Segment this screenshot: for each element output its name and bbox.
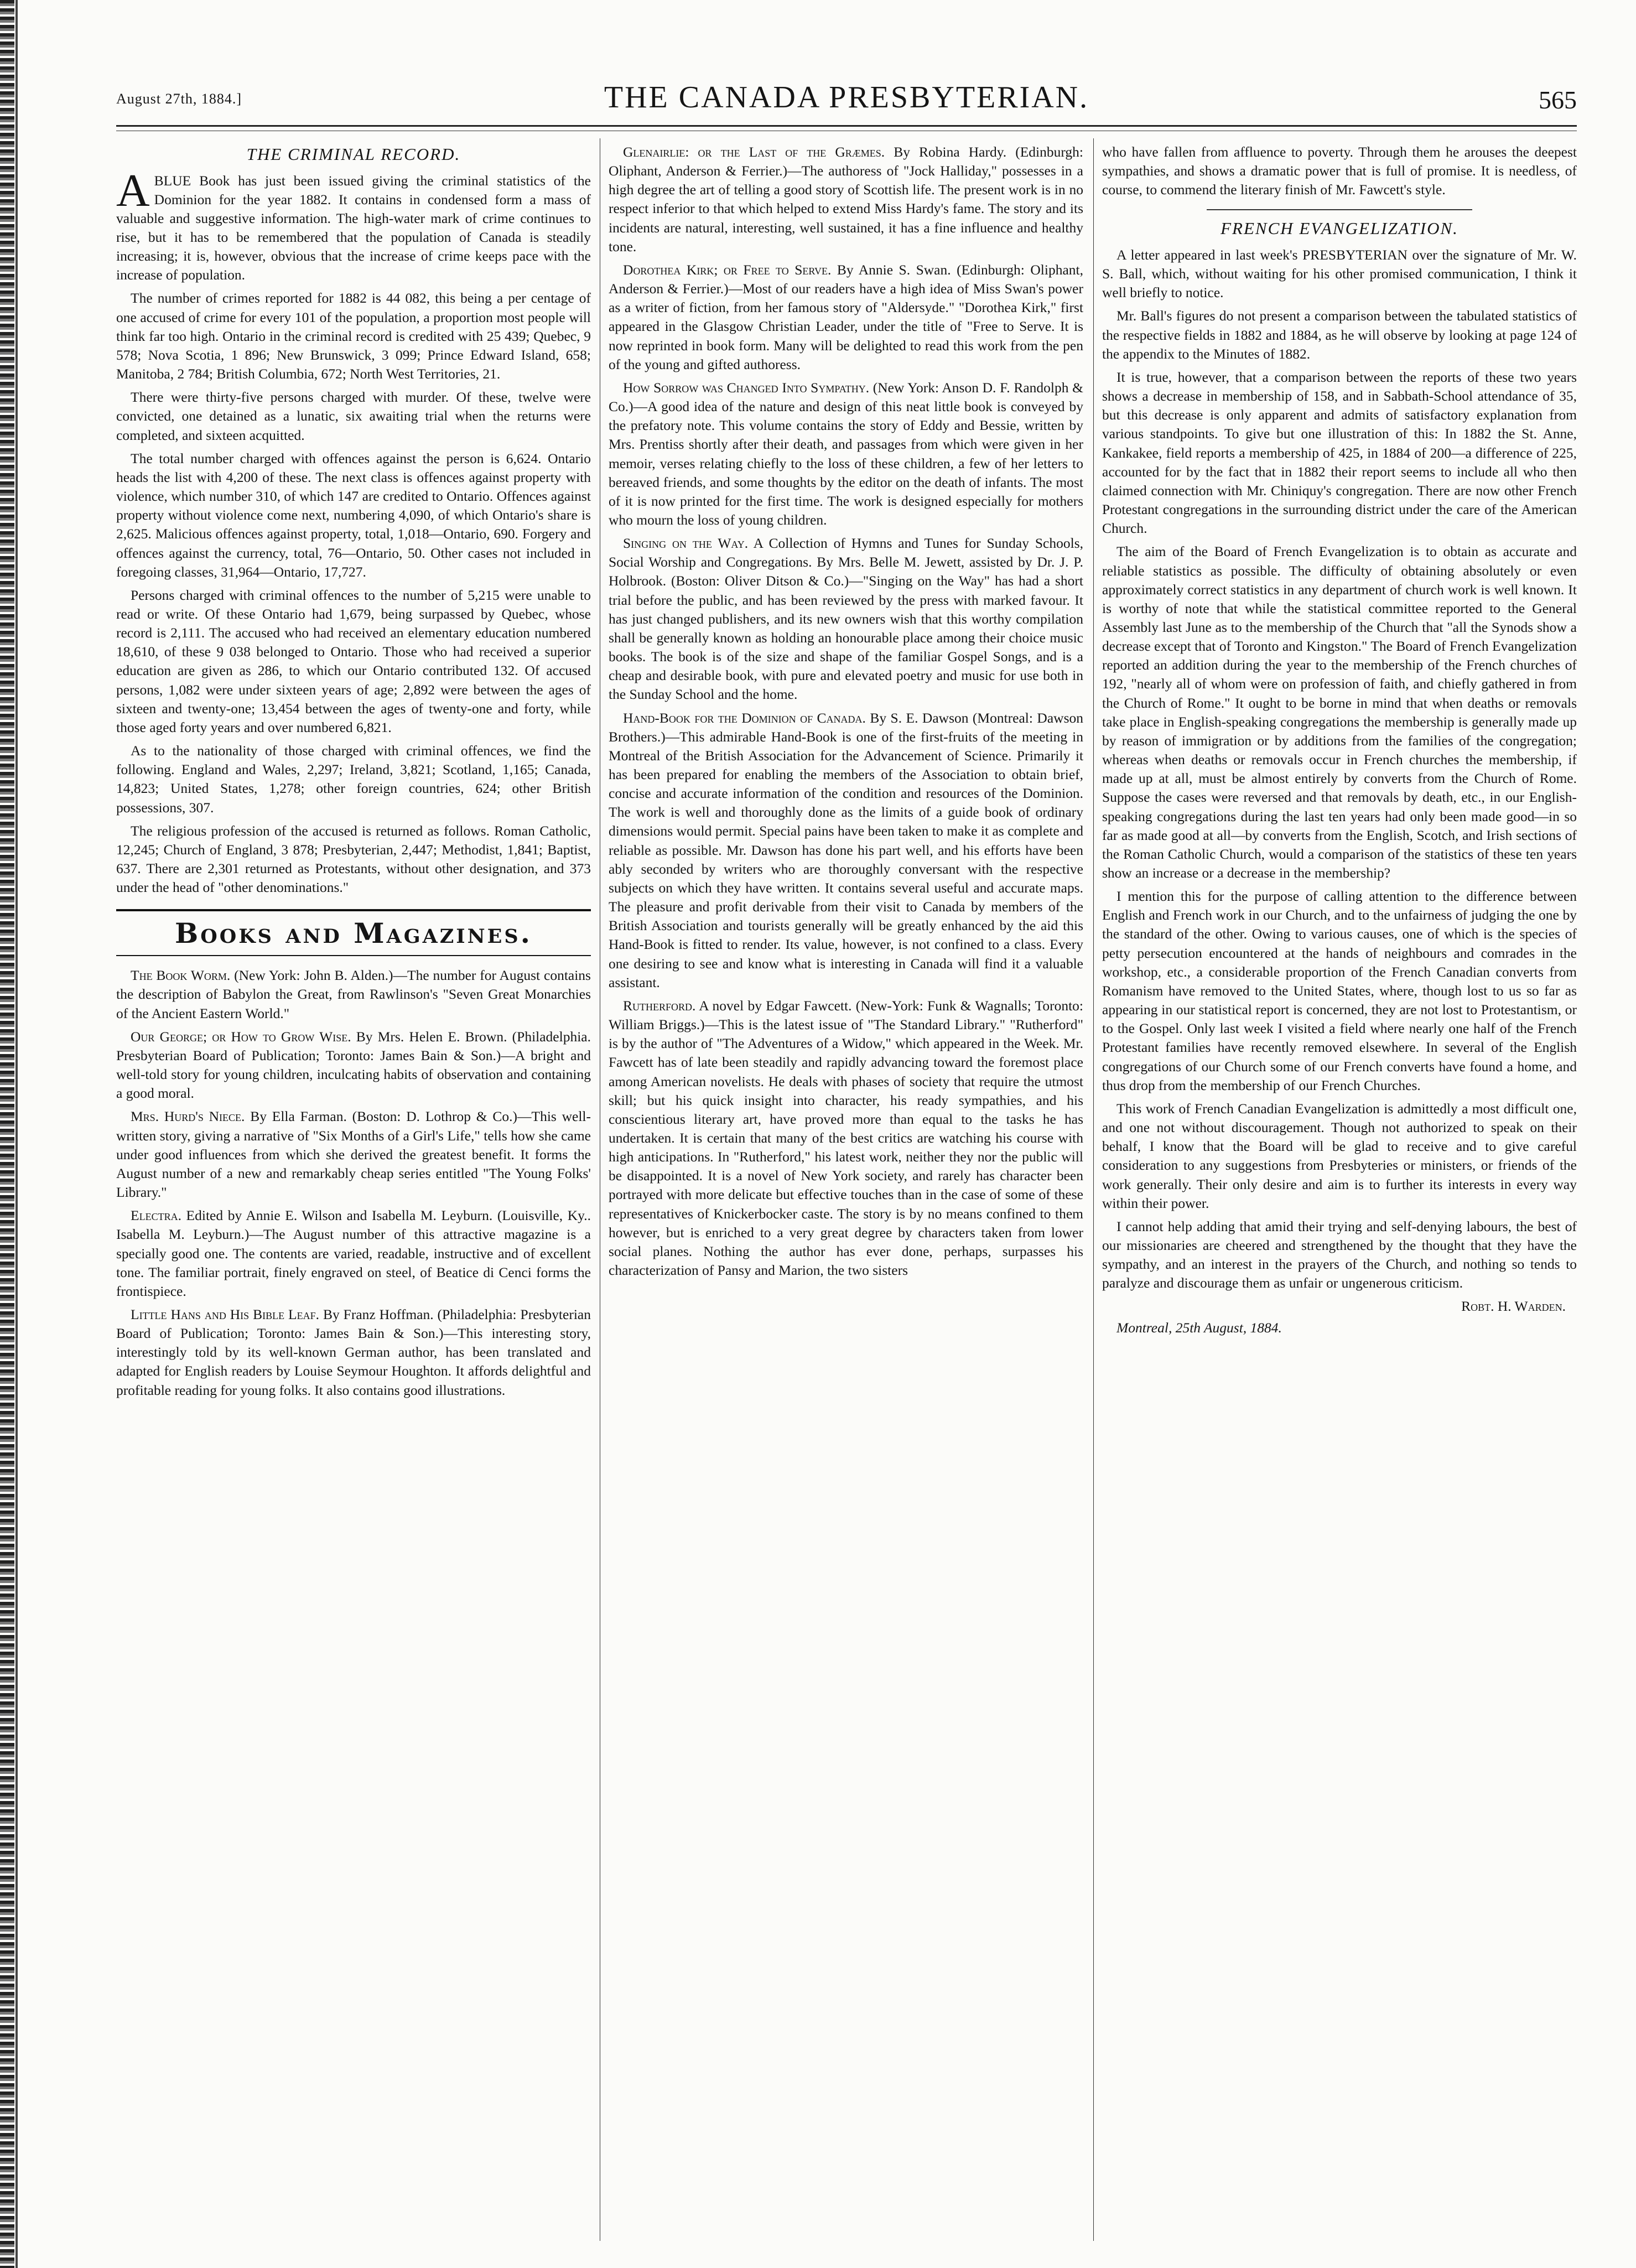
letter-paragraph: I mention this for the purpose of calling attention to the difference between English and French work in our Church, and to the unfairness of judging the one by the standard of the other. Owing to various causes, one of which is the species of petty persecution encountered at the hands of neighbours and comrades in the workshop, etc., a considerable proportion of the French Canadian converts from Romanism have removed to the United States, where, though lost to us so far as appearing in our statistical report is concerned, they are not lost to Protestantism, or to the Gospel. Only last week I visited a field where nearly one half of the French Protestant families have recently removed elsewhere. In several of the English congregations of our Church some of our French converts have found a home, and thus drop from the membership of our French Churches. bbox=[1102, 888, 1577, 1093]
letter-paragraph: This work of French Canadian Evangelization is admittedly a most difficult one, and one not without discouragement. Though not authorized to speak on their behalf, I know that the Board will be glad to receive and to give careful consideration to any suggestions from Presbyteries or ministers, or friends of the work generally. Their only desire and aim is to further its interests in every way within their power. bbox=[1102, 1100, 1577, 1211]
french-evangelization-heading: FRENCH EVANGELIZATION. bbox=[1220, 219, 1458, 238]
book-title: How Sorrow was Changed Into Sympathy. bbox=[623, 379, 870, 396]
issue-date: August 27th, 1884.] bbox=[116, 91, 242, 107]
letter-paragraph: A letter appeared in last week's PRESBYTERIAN over the signature of Mr. W. S. Ball, which, without waiting for his other promised communication, I think it well briefly to notice. bbox=[1102, 247, 1577, 301]
letter-signature: Robt. H. Warden. bbox=[1461, 1298, 1566, 1315]
book-title: Electra. bbox=[131, 1207, 181, 1224]
books-magazines-heading: Books and Magazines. bbox=[174, 917, 533, 950]
masthead-title: THE CANADA PRESBYTERIAN. bbox=[604, 80, 1089, 115]
book-title: Little Hans and His Bible Leaf. bbox=[131, 1306, 320, 1322]
book-title: Rutherford. bbox=[623, 997, 696, 1014]
book-title: Dorothea Kirk; or Free to Serve. bbox=[623, 261, 832, 278]
book-review-text: Edited by Annie E. Wilson and Isabella M. Leyburn. (Louisville, Ky.. Isabella M. Leyburn.)—The August number of this attractive magazine is a specially good one. The contents are varied, readable, instructive and of excellent tone. The familiar portrait, finely engraved on steel, of Beatice di Cenci forms the frontispiece. bbox=[116, 1207, 591, 1299]
criminal-record-paragraph: The number of crimes reported for 1882 is 44 082, this being a per centage of one accused of crime for every 101 of the population, a proportion most people will think far too high. Ontario in the criminal record is credited with 25 439; Quebec, 9 578; Nova Scotia, 1 896; New Brunswick, 3 099; Prince Edward Island, 658; Manitoba, 2 784; British Columbia, 672; North West Territories, 21. bbox=[116, 290, 591, 382]
book-review-entry bbox=[116, 1305, 591, 1400]
book-review-entry bbox=[116, 1027, 591, 1103]
book-review-text: By Mrs. Helen E. Brown. (Philadelphia. Presbyterian Board of Publication; Toronto: James Bain & Son.)—A bright and well-told story for young children, inculcating habits of observation and containing a good moral. bbox=[116, 1028, 591, 1102]
book-review-text: A Collection of Hymns and Tunes for Sunday Schools, Social Worship and Congregations. By Mrs. Belle M. Jewett, assisted by Dr. J. P. Holbrook. (Boston: Oliver Ditson & Co.)—"Singing on the Way" has had a short trial before the public, and has been reviewed by the press with marked favour. It has just changed publishers, and its new owners wish that this worthy compilation shall be generally known as holding an honourable place among their choice music books. The book is of the size and shape of the familiar Gospel Songs, and is a cheap and desirable book, with pure and elevated poetry and music for use both in the Sunday School and the home. bbox=[609, 535, 1083, 703]
criminal-record-paragraph: There were thirty-five persons charged with murder. Of these, twelve were convicted, one detained as a lunatic, six awaiting trial when the returns were completed, and sixteen acquitted. bbox=[116, 389, 591, 443]
book-review-text: By Franz Hoffman. (Philadelphia: Presbyterian Board of Publication; Toronto: James Bain & Son.)—This interesting story, interestingly told by its well-known German author, has been translated and adapted for English readers by Louise Seymour Houghton. It affords delightful and profitable reading for young folks. It also contains good illustrations. bbox=[116, 1306, 591, 1398]
book-title: Hand-Book for the Dominion of Canada. bbox=[623, 709, 866, 726]
book-review-text: (New York: Anson D. F. Randolph & Co.)—A good idea of the nature and design of this neat little book is conveyed by the prefatory note. This volume contains the story of Eddy and Bessie, written by Mrs. Prentiss shortly after their death, and passages from which were given in her memoir, verses relating chiefly to the loss of these children, a few of her letters to bereaved friends, and some thoughts by the editor on the death of infants. The most of it is now printed for the first time. The work is designed especially for mothers who mourn the loss of young children. bbox=[609, 379, 1083, 528]
book-review-text: By S. E. Dawson (Montreal: Dawson Brothers.)—This admirable Hand-Book is one of the first-fruits of the meeting in Montreal of the British Association for the Advancement of Science. Primarily it has been prepared for enabling the members of the Association to obtain brief, concise and accurate information of the condition and resources of the Dominion. The work is well and thoroughly done as the limits of a guide book of ordinary dimensions would permit. Special pains have been taken to make it as complete and reliable as possible. Mr. Dawson has done his part well, and his efforts have been ably seconded by writers who are thoroughly conversant with the respective subjects on which they have written. It contains several useful and accurate maps. The pleasure and profit derivable from their visit to Canada by members of the British Association and tourists generally will be greatly enhanced by the aid this Hand-Book is fitted to render. Its value, however, is not confined to a class. Every one desiring to see and know what is interesting in Canada will find it a valuable assistant. bbox=[609, 709, 1083, 990]
letter-paragraph: It is true, however, that a comparison between the reports of these two years shows a decrease in membership of 158, and in Sabbath-School attendance of 35, but this decrease is only apparent and admits of satisfactory explanation from various standpoints. To give but one illustration of this: In 1882 the St. Anne, Kankakee, field reports a membership of 425, in 1884 of 200—a difference of 225, accounted for by the fact that in 1882 their report seems to include all who then claimed connection with Mr. Chiniquy's congregation. There are now other French Protestant congregations in the surrounding district under the care of the American Church. bbox=[1102, 369, 1577, 537]
french-evangelization-letter bbox=[1102, 246, 1577, 1337]
book-title: Glenairlie: or the Last of the Græmes. bbox=[623, 144, 885, 160]
column-3 bbox=[1102, 143, 1577, 1342]
book-review-entry bbox=[609, 709, 1083, 992]
criminal-record-lead-paragraph bbox=[116, 164, 591, 285]
book-review-entry bbox=[609, 534, 1083, 704]
book-review-entry bbox=[116, 1107, 591, 1202]
column-divider-2 bbox=[1093, 138, 1094, 2241]
criminal-record-heading: THE CRIMINAL RECORD. bbox=[246, 144, 461, 164]
books-magazines-banner bbox=[116, 909, 591, 956]
page-number: 565 bbox=[1539, 86, 1577, 114]
book-review-entry bbox=[609, 143, 1083, 256]
drop-cap: A bbox=[116, 164, 150, 216]
book-review-entry bbox=[609, 378, 1083, 530]
page-binding-line bbox=[15, 0, 18, 2268]
letter-paragraph: Mr. Ball's figures do not present a comparison between the tabulated statistics of the respective fields in 1882 and 1884, as he will observe by looking at page 124 of the appendix to the Minutes of 1882. bbox=[1102, 308, 1577, 362]
book-review-text: (New York: John B. Alden.)—The number for August contains the description of Babylon the Great, from Rawlinson's "Seven Great Monarchies of the Ancient Eastern World." bbox=[116, 967, 591, 1021]
book-review-text: By Robina Hardy. (Edinburgh: Oliphant, Anderson & Ferrier.)—The authoress of "Jock Halliday," possesses in a high degree the art of telling a good story of Scottish life. The present work is in no respect inferior to that which helped to extend Miss Hardy's fame. The story and its incidents are natural, interesting, well sustained, it has a fine influence and healthy tone. bbox=[609, 144, 1084, 255]
rutherford-review-continuation: who have fallen from affluence to poverty. Through them he arouses the deepest sympathies, and shows a dramatic power that is full of promise. It is needless, of course, to commend the literary finish of Mr. Fawcett's style. bbox=[1102, 144, 1577, 198]
book-review-text: A novel by Edgar Fawcett. (New-York: Funk & Wagnalls; Toronto: William Briggs.)—This is the latest issue of "The Standard Library." "Rutherford" is by the author of "The Adventures of a Widow," which appeared in the Week. Mr. Fawcett has of late been steadily and rapidly advancing toward the foremost place among American novelists. He deals with phases of society that require the utmost skill; but his quick insight into character, his ready sympathies, and his conscientious literary art, have proved more than equal to the tasks he has undertaken. It is certain that many of the best critics are watching his course with high anticipations. In "Rutherford," his latest work, neither they nor the public will be disappointed. It is a novel of New York society, and rarely has character been portrayed with more delicate but effective touches than in the case of some of these representatives of Knickerbocker caste. The story is by no means confined to them however, but is enriched to a very great degree by characters taken from lower social planes. Nothing the author has ever done, perhaps, surpasses his characterization of Pansy and Marion, the two sisters bbox=[609, 997, 1083, 1279]
book-review-entry bbox=[609, 261, 1083, 374]
newspaper-page bbox=[116, 72, 1577, 2252]
book-review-entry bbox=[116, 966, 591, 1023]
paragraph-text: BLUE Book has just been issued giving the criminal statistics of the Dominion for the year 1882. It contains in condensed form a mass of valuable and suggestive information. The high-water mark of crime continues to rise, but it has to be remembered that the population of Canada is steadily increasing; it is, however, obvious that the increase of crime keeps pace with the increase of population. bbox=[116, 172, 591, 283]
book-title: The Book Worm. bbox=[131, 967, 231, 984]
letter-paragraph: The aim of the Board of French Evangelization is to obtain as accurate and reliable statistics as possible. The difficulty of obtaining absolutely or even approximately correct statistics in any department of church work is well known. It is worthy of note that while the statistical committee reported to the General Assembly last June as to the membership of the Church that "all the Synods show a decrease except that of Toronto and Kingston." The Board of French Evangelization reported an addition during the year to the membership of the French churches of 192, "nearly all of whom were on profession of faith, and chiefly gathered in from the Church of Rome." It ought to be borne in mind that when deaths or removals take place in English-speaking congregations the membership is generally made up by reason of immigration or by additions from the families of the congregation; whereas when deaths or removals occur in French churches the membership, if made up at all, must be almost entirely by converts from the Church of Rome. Suppose the cases were reversed and that removals by death, etc., in our English-speaking congregations during the last ten years had only been made good—in so far as made good at all—by converts from the English, Scotch, and Irish sections of the Roman Catholic Church, would a comparison of the statistics of these ten years show an increase or a decrease in the membership? bbox=[1102, 543, 1577, 881]
column-2 bbox=[609, 143, 1083, 1284]
letter-dateline: Montreal, 25th August, 1884. bbox=[1116, 1319, 1282, 1336]
book-review-text: By Annie S. Swan. (Edinburgh: Oliphant, Anderson & Ferrier.)—Most of our readers have a high idea of Miss Swan's power as a writer of fiction, from her famous story of "Aldersyde." "Dorothea Kirk," first appeared in the Glasgow Christian Leader, under the title of "Free to Serve. It is now reprinted in book form. Many will be delighted to read this work from the pen of the young and gifted authoress. bbox=[609, 261, 1083, 372]
column-1 bbox=[116, 143, 591, 1404]
letter-paragraph: I cannot help adding that amid their trying and self-denying labours, the best of our missionaries are cheered and strengthened by the thought that they have the sympathy, and an interest in the prayers of the Church, and nothing so tends to paralyze and discourage them as unfair or ungenerous criticism. bbox=[1102, 1218, 1577, 1291]
book-review-text: By Ella Farman. (Boston: D. Lothrop & Co.)—This well-written story, giving a narrative of "Six Months of a Girl's Life," tells how she came under good influences from which she derived the greatest benefit. It forms the August number of a new and remarkably cheap series entitled "The Young Folks' Library." bbox=[116, 1108, 591, 1201]
page-header bbox=[116, 72, 1577, 127]
book-review-entry bbox=[116, 1206, 591, 1301]
page-binding-edge bbox=[0, 0, 14, 2268]
criminal-record-paragraph: The total number charged with offences against the person is 6,624. Ontario heads the list with 4,200 of these. The next class is offences against property with violence, which number 310, of which 147 are credited to Ontario. Offences against property without violence come next, numbering 4,090, of which Ontario's share is 2,625. Malicious offences against property, total, 1,018—Ontario, 690. Forgery and offences against the currency, total, 76—Ontario, 50. Other cases not included in foregoing classes, 31,964—Ontario, 17,727. bbox=[116, 450, 591, 580]
book-review-entry bbox=[609, 997, 1083, 1280]
section-separator bbox=[1207, 209, 1472, 210]
criminal-record-paragraph: Persons charged with criminal offences to the number of 5,215 were unable to read or write. Of these Ontario had 1,679, being surpassed by Quebec, whose record is 2,111. The accused who had received an elementary education numbered 18,610, of these 9 038 belonged to Ontario. Those who had received a superior education are given as 286, to which our Ontario contributed 132. Of accused persons, 1,082 were under sixteen years of age; 2,892 were between the ages of sixteen and twenty-one; 13,454 between the ages of twenty-one and forty, while those aged forty years and over numbered 6,821. bbox=[116, 587, 591, 735]
criminal-record-paragraph: The religious profession of the accused is returned as follows. Roman Catholic, 12,245; Church of England, 3 878; Presbyterian, 2,447; Methodist, 1,841; Baptist, 637. There are 2,301 returned as Protestants, without other designation, and 373 under the head of "other denominations." bbox=[116, 822, 591, 896]
criminal-record-article bbox=[116, 164, 591, 897]
header-rule-thick bbox=[116, 125, 1577, 127]
book-title: Singing on the Way. bbox=[623, 535, 749, 552]
book-title: Our George; or How to Grow Wise. bbox=[131, 1028, 351, 1045]
book-reviews-col1 bbox=[116, 966, 591, 1399]
criminal-record-paragraph: As to the nationality of those charged with criminal offences, we find the following. England and Wales, 2,297; Ireland, 3,821; Scotland, 1,165; Canada, 14,823; United States, 1,278; other foreign countries, 624; other British possessions, 307. bbox=[116, 743, 591, 816]
book-title: Mrs. Hurd's Niece. bbox=[131, 1108, 245, 1125]
